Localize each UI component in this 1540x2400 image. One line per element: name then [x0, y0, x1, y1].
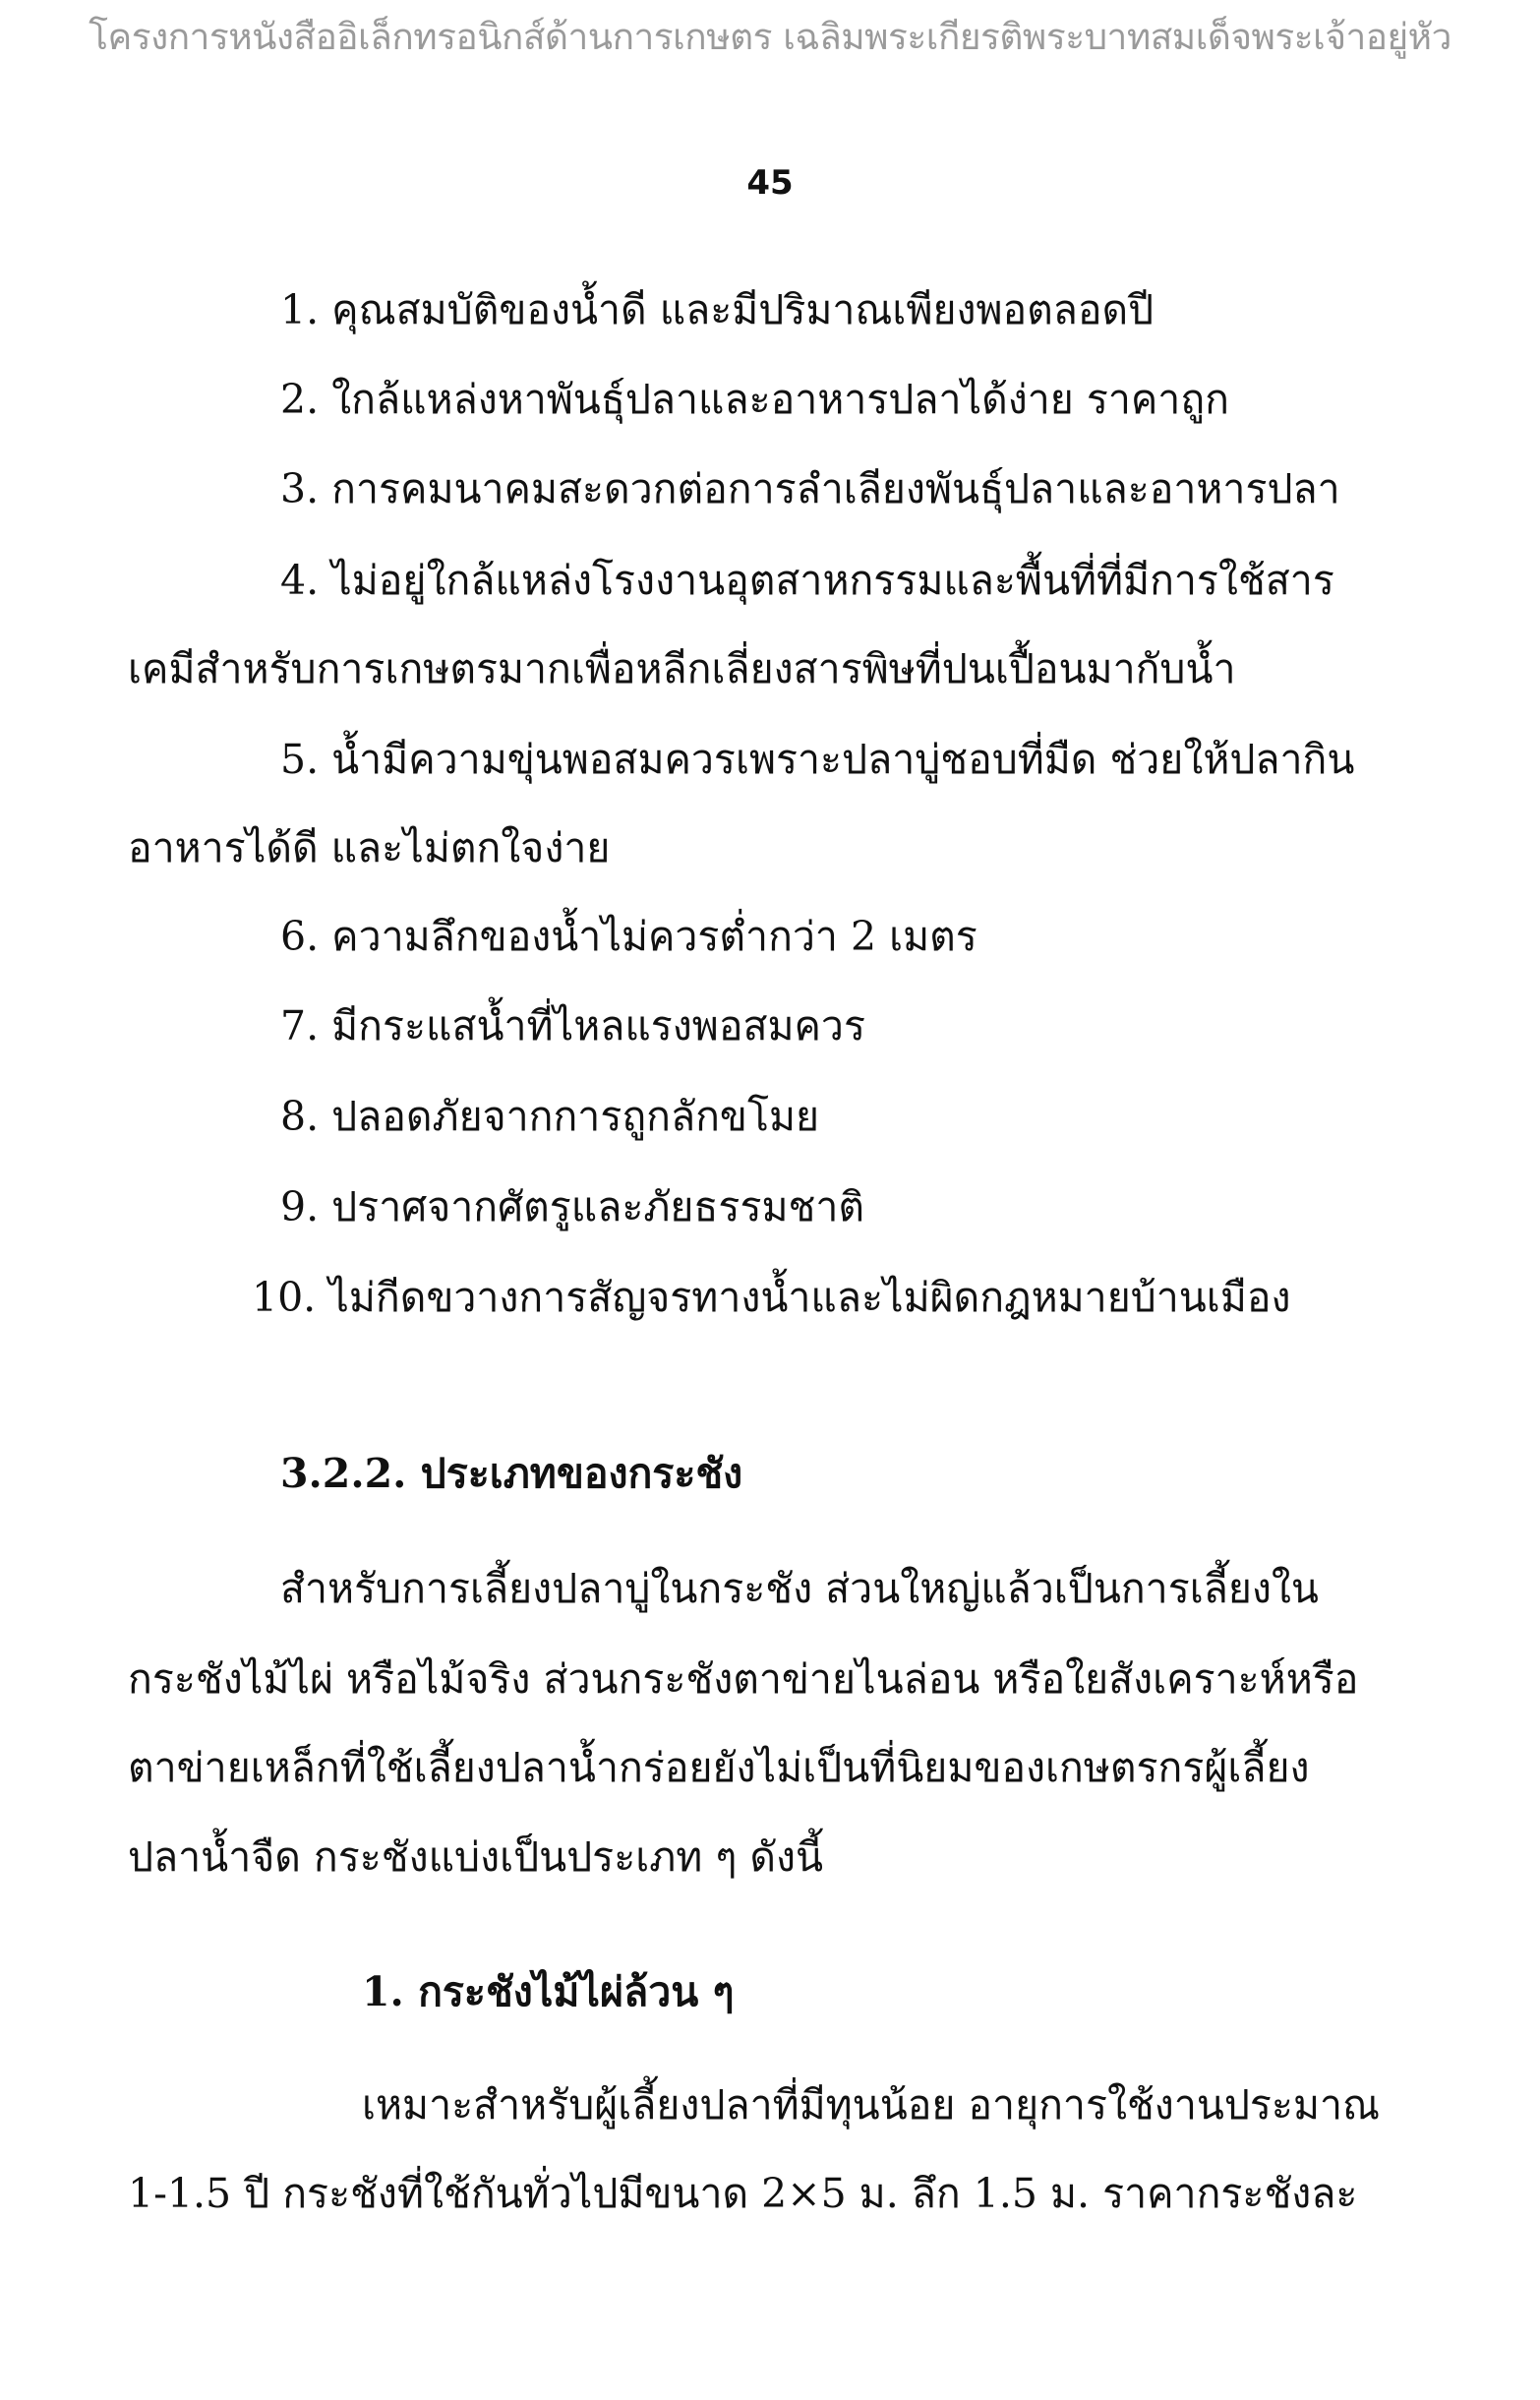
page-number: 45: [746, 163, 794, 203]
paragraph-line: ตาข่ายเหล็กที่ใช้เลี้ยงปลาน้ำกร่อยยังไม่เป็นที่นิยมของเกษตรกรผู้เลี้ยง: [128, 1744, 1310, 1791]
section-heading: 3.2.2. ประเภทของกระชัง: [280, 1450, 743, 1497]
list-item: 9. ปราศจากศัตรูและภัยธรรมชาติ: [280, 1183, 864, 1230]
paragraph-line: 1-1.5 ปี กระชังที่ใช้กันทั่วไปมีขนาด 2×5 ม. ลึก 1.5 ม. ราคากระชังละ: [128, 2170, 1358, 2217]
list-item: 2. ใกล้แหล่งหาพันธุ์ปลาและอาหารปลาได้ง่าย ราคาถูก: [280, 376, 1229, 423]
list-item: 7. มีกระแสน้ำที่ไหลแรงพอสมควร: [280, 1002, 865, 1050]
page-header: โครงการหนังสืออิเล็กทรอนิกส์ด้านการเกษตร เฉลิมพระเกียรติพระบาทสมเด็จพระเจ้าอยู่หัว: [89, 16, 1451, 58]
list-item: 8. ปลอดภัยจากการถูกลักขโมย: [280, 1093, 820, 1140]
list-item: 3. การคมนาคมสะดวกต่อการลำเลียงพันธุ์ปลาและอาหารปลา: [280, 465, 1340, 512]
paragraph-line: ปลาน้ำจืด กระชังแบ่งเป็นประเภท ๆ ดังนี้: [128, 1833, 824, 1881]
list-item: 1. คุณสมบัติของน้ำดี และมีปริมาณเพียงพอตลอดปี: [280, 286, 1155, 333]
list-item: 5. น้ำมีความขุ่นพอสมควรเพราะปลาบู่ชอบที่มืด ช่วยให้ปลากิน: [280, 736, 1355, 783]
paragraph-line: เหมาะสำหรับผู้เลี้ยงปลาที่มีทุนน้อย อายุการใช้งานประมาณ: [362, 2081, 1381, 2129]
list-item: 6. ความลึกของน้ำไม่ควรต่ำกว่า 2 เมตร: [280, 913, 977, 960]
list-item-continuation: เคมีสำหรับการเกษตรมากเพื่อหลีกเลี่ยงสารพิษที่ปนเปื้อนมากับน้ำ: [128, 645, 1236, 692]
list-item-continuation: อาหารได้ดี และไม่ตกใจง่าย: [128, 824, 611, 871]
paragraph-line: กระชังไม้ไผ่ หรือไม้จริง ส่วนกระชังตาข่ายไนล่อน หรือใยสังเคราะห์หรือ: [128, 1655, 1359, 1703]
subsection-heading: 1. กระชังไม้ไผ่ล้วน ๆ: [362, 1968, 735, 2015]
list-item: 10. ไม่กีดขวางการสัญจรทางน้ำและไม่ผิดกฎหมายบ้านเมือง: [252, 1274, 1291, 1321]
list-item: 4. ไม่อยู่ใกล้แหล่งโรงงานอุตสาหกรรมและพื้นที่ที่มีการใช้สาร: [280, 557, 1334, 604]
paragraph-line: สำหรับการเลี้ยงปลาบู่ในกระชัง ส่วนใหญ่แล้วเป็นการเลี้ยงใน: [280, 1565, 1319, 1612]
